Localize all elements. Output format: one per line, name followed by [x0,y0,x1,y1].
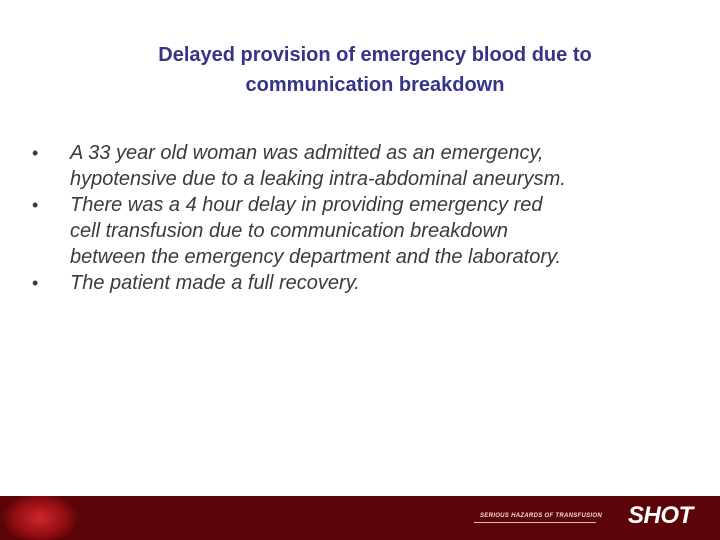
bullet-dot-icon: • [32,143,39,163]
bullet-dot-icon: • [32,195,39,215]
slide-title-line-1: Delayed provision of emergency blood due to [158,44,592,66]
bullet-text-line: hypotensive due to a leaking intra-abdominal aneurysm. [70,168,566,190]
bullet-text-line: between the emergency department and the laboratory. [70,246,562,268]
footer-banner [0,496,720,540]
slide-title [60,40,690,100]
bullet-item [26,270,706,296]
bullet-text-line: The patient made a full recovery. [70,272,360,294]
bullet-item [26,192,706,270]
slide-title-line-2: communication breakdown [245,74,505,96]
bullet-text-line: There was a 4 hour delay in providing emergency red [70,194,543,216]
shot-logo: SHOT [628,502,693,529]
bullet-text-line: cell transfusion due to communication breakdown [70,220,509,242]
bullet-text-line: A 33 year old woman was admitted as an emergency, [70,142,544,164]
bullet-dot-icon: • [32,273,39,293]
footer-tagline: SERIOUS HAZARDS OF TRANSFUSION [480,513,603,519]
bullet-list [26,140,706,296]
footer-divider [474,522,596,523]
bullet-item [26,140,706,192]
